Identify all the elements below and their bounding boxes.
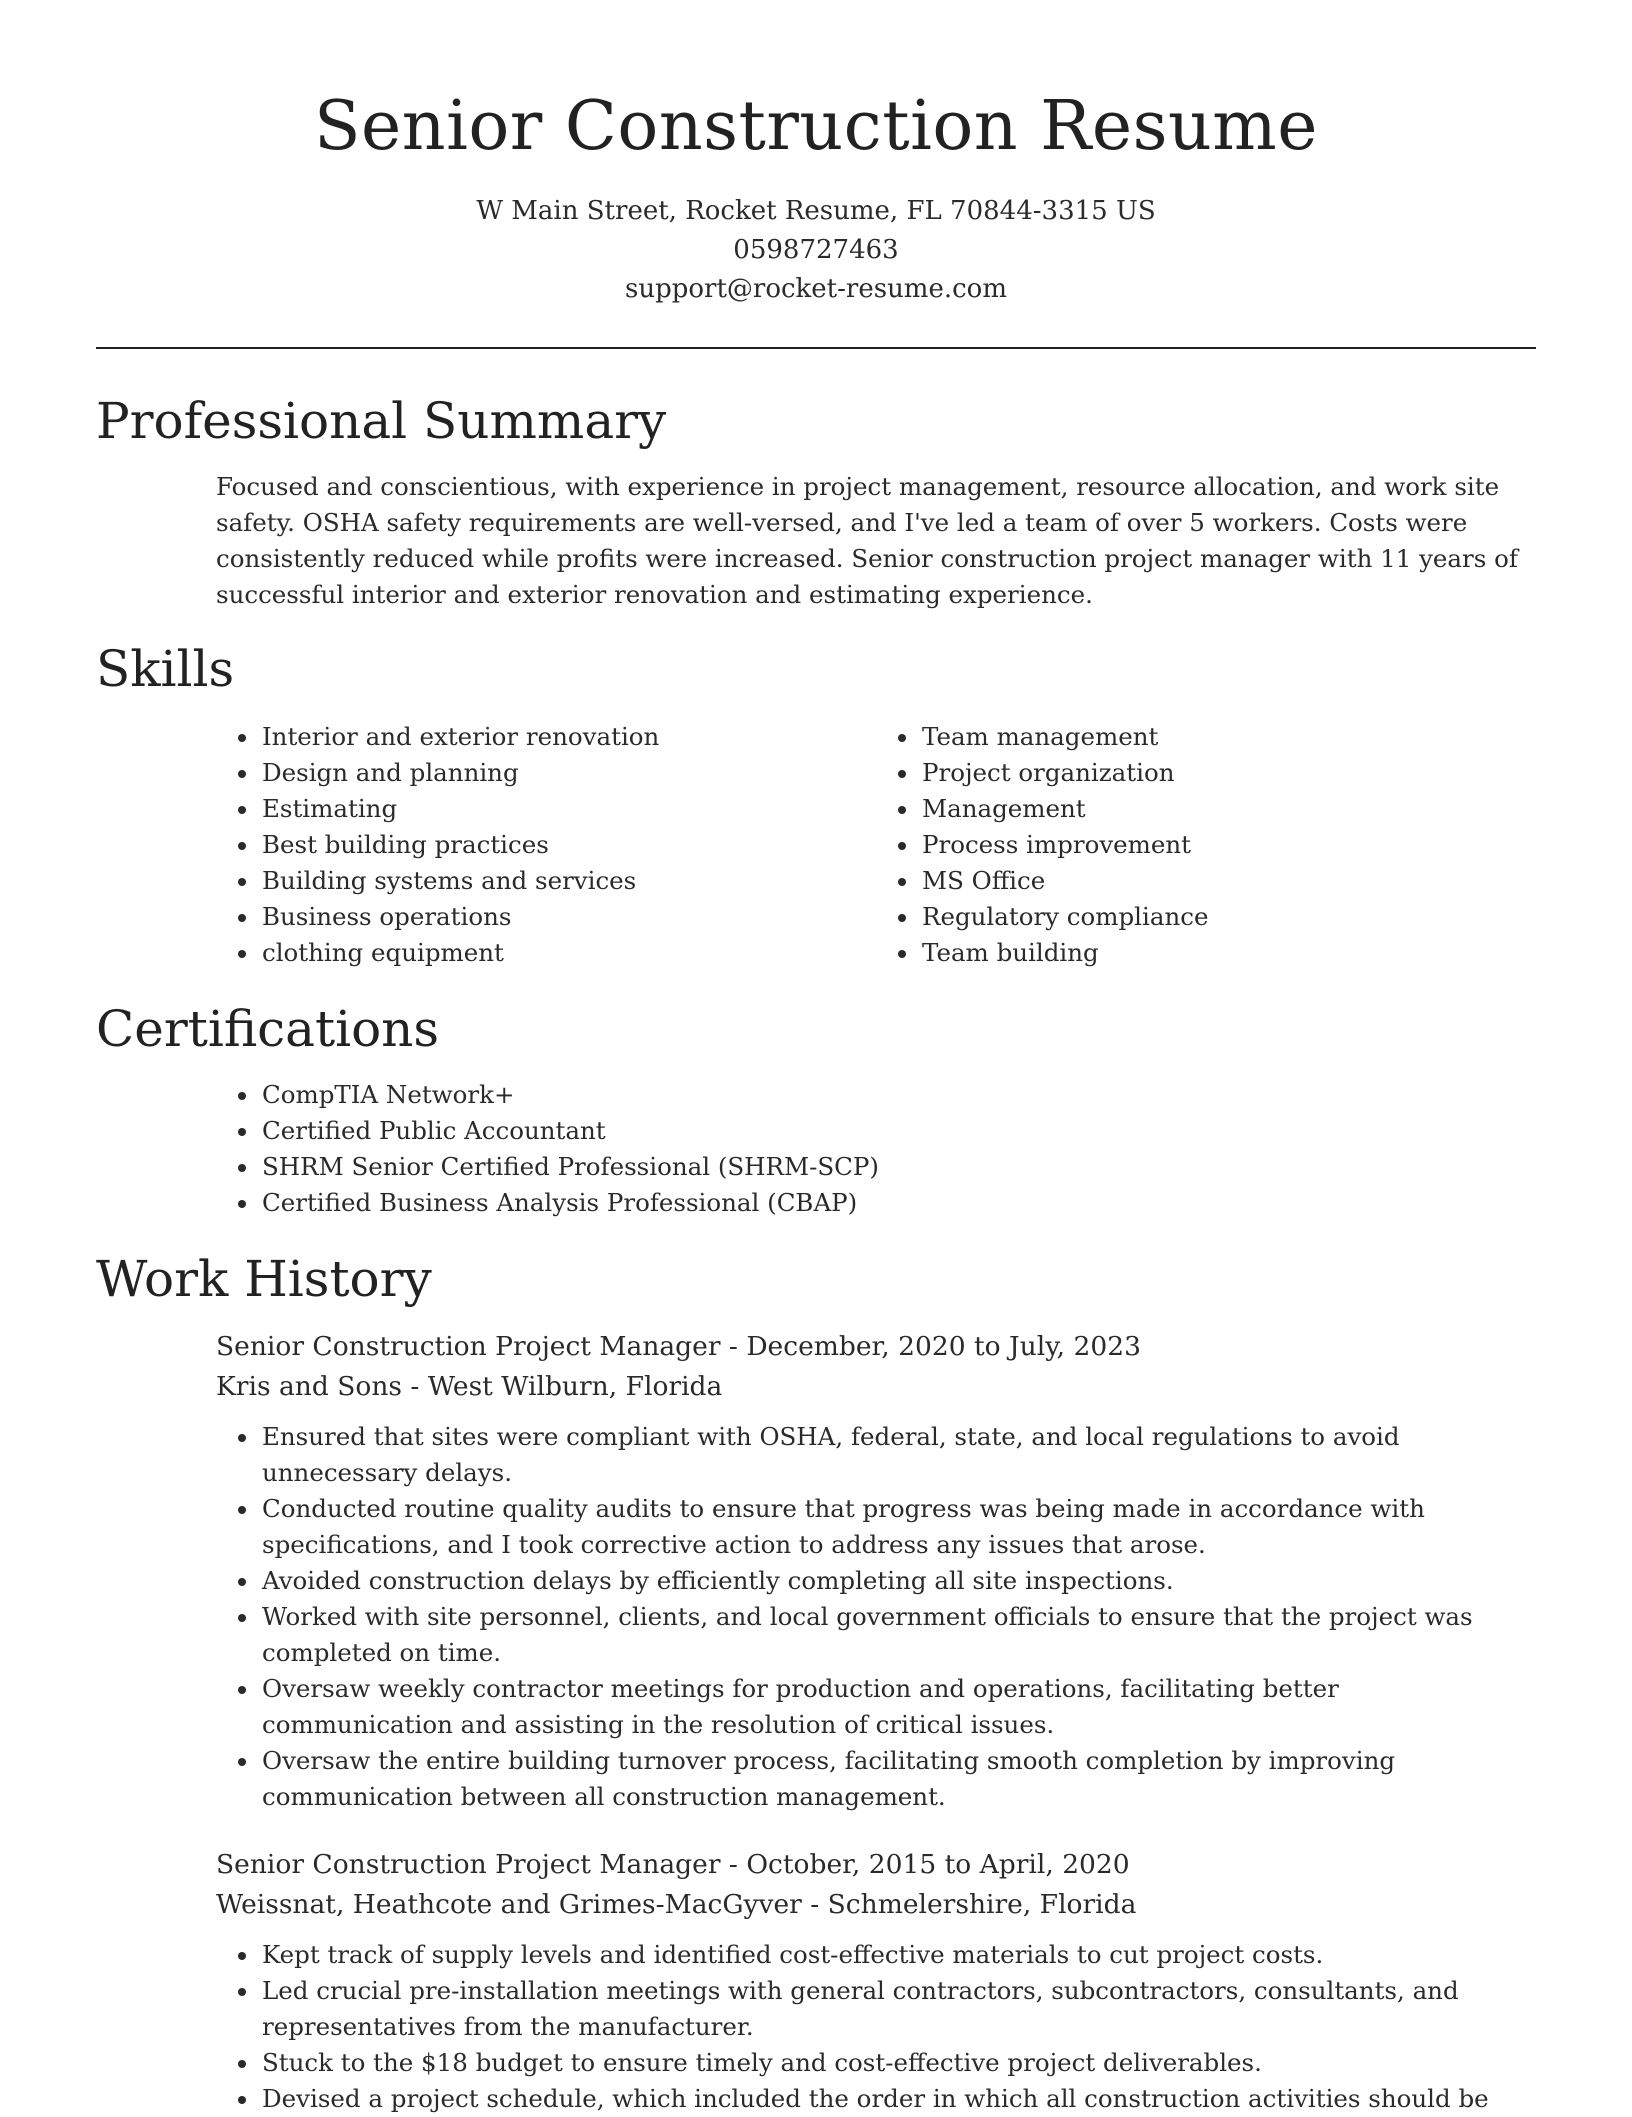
certifications-section [0,997,1632,1221]
skill-item: • Building systems and services [260,863,876,899]
job-bullet: • Oversaw weekly contractor meetings for production and operations, facilitating better communication and assisting in the resolution of critical issues. [260,1671,1536,1743]
skills-section [0,637,1632,971]
certification-item: • SHRM Senior Certified Professional (SHRM-SCP) [260,1149,1536,1185]
skill-item: • Project organization [920,755,1536,791]
skill-item: • Best building practices [260,827,876,863]
skill-item: • Team building [920,935,1536,971]
skills-heading: Skills [96,640,235,698]
job-bullets [216,1419,1536,1815]
certifications-list [216,1077,1536,1221]
summary-heading: Professional Summary [96,392,667,450]
job-company-line: Weissnat, Heathcote and Grimes-MacGyver - Schmelershire, Florida [216,1889,1137,1920]
job-company-line: Kris and Sons - West Wilburn, Florida [216,1371,723,1402]
job-role: Senior Construction Project Manager [216,1849,721,1880]
skill-item: • Interior and exterior renovation [260,719,876,755]
job-company: Weissnat, Heathcote and Grimes-MacGyver [216,1889,802,1920]
skill-item: • Business operations [260,899,876,935]
work-history-heading: Work History [96,1250,432,1308]
job-role-line: Senior Construction Project Manager - October, 2015 to April, 2020 [216,1849,1130,1880]
certifications-heading: Certifications [96,1000,440,1058]
address-text: W Main Street, Rocket Resume, FL 70844-3315 US [476,196,1156,226]
job-bullet: • Stuck to the $18 budget to ensure timely and cost-effective project deliverables. [260,2045,1536,2081]
job-role: Senior Construction Project Manager [216,1331,721,1362]
job-location: Schmelershire, Florida [827,1889,1137,1920]
phone-text: 0598727463 [733,235,899,265]
skill-item: • Regulatory compliance [920,899,1536,935]
job-bullet: • Kept track of supply levels and identified cost-effective materials to cut project costs. [260,1937,1536,1973]
job-company: Kris and Sons [216,1371,402,1402]
work-history-section [0,1247,1632,2117]
skill-item: • Management [920,791,1536,827]
job-bullets-wrap [96,1937,1536,2117]
job-dates: December, 2020 to July, 2023 [746,1331,1141,1362]
header-divider [96,347,1536,349]
job-location: West Wilburn, Florida [427,1371,723,1402]
summary-section [0,389,1632,613]
skill-item: • MS Office [920,863,1536,899]
contact-block [0,192,1632,309]
job-bullet: • Devised a project schedule, which included the order in which all construction activities should be [260,2081,1536,2117]
job-bullet: • Led crucial pre-installation meetings with general contractors, subcontractors, consultants, and representatives from the manufacturer. [260,1973,1536,2045]
job-bullet: • Conducted routine quality audits to ensure that progress was being made in accordance with specifications, and I took corrective action to address any issues that arose. [260,1491,1536,1563]
skills-columns [96,719,1536,971]
job-bullet: • Oversaw the entire building turnover process, facilitating smooth completion by improving communication between all construction management. [260,1743,1536,1815]
summary-text: Focused and conscientious, with experience in project management, resource allocation, and work site safety. OSHA safety requirements are well-versed, and I've led a team of over 5 workers. Costs were consistently reduced while profits were increased. Senior construction project manager with 11 years of successful interior and exterior renovation and estimating experience. [216,472,1518,609]
skill-item: • Team management [920,719,1536,755]
resume-title: Senior Construction Resume [313,87,1319,166]
certification-item: • CompTIA Network+ [260,1077,1536,1113]
skill-item: • clothing equipment [260,935,876,971]
job-entry [96,1845,1536,2117]
certification-item: • Certified Public Accountant [260,1113,1536,1149]
skills-left-list [216,719,876,971]
job-dates: October, 2015 to April, 2020 [746,1849,1130,1880]
skill-item: • Process improvement [920,827,1536,863]
skill-item: • Estimating [260,791,876,827]
job-bullet: • Ensured that sites were compliant with OSHA, federal, state, and local regulations to avoid unnecessary delays. [260,1419,1536,1491]
skills-right-list [876,719,1536,971]
job-bullets-wrap [96,1419,1536,1815]
certification-item: • Certified Business Analysis Professional (CBAP) [260,1185,1536,1221]
job-entry [96,1327,1536,1815]
job-bullet: • Worked with site personnel, clients, and local government officials to ensure that the project was completed on time. [260,1599,1536,1671]
resume-header [0,0,1632,309]
certifications-list-wrap [96,1077,1536,1221]
skill-item: • Design and planning [260,755,876,791]
job-bullets [216,1937,1536,2117]
email-text: support@rocket-resume.com [624,274,1007,304]
job-bullet: • Avoided construction delays by efficiently completing all site inspections. [260,1563,1536,1599]
job-role-line: Senior Construction Project Manager - December, 2020 to July, 2023 [216,1331,1141,1362]
